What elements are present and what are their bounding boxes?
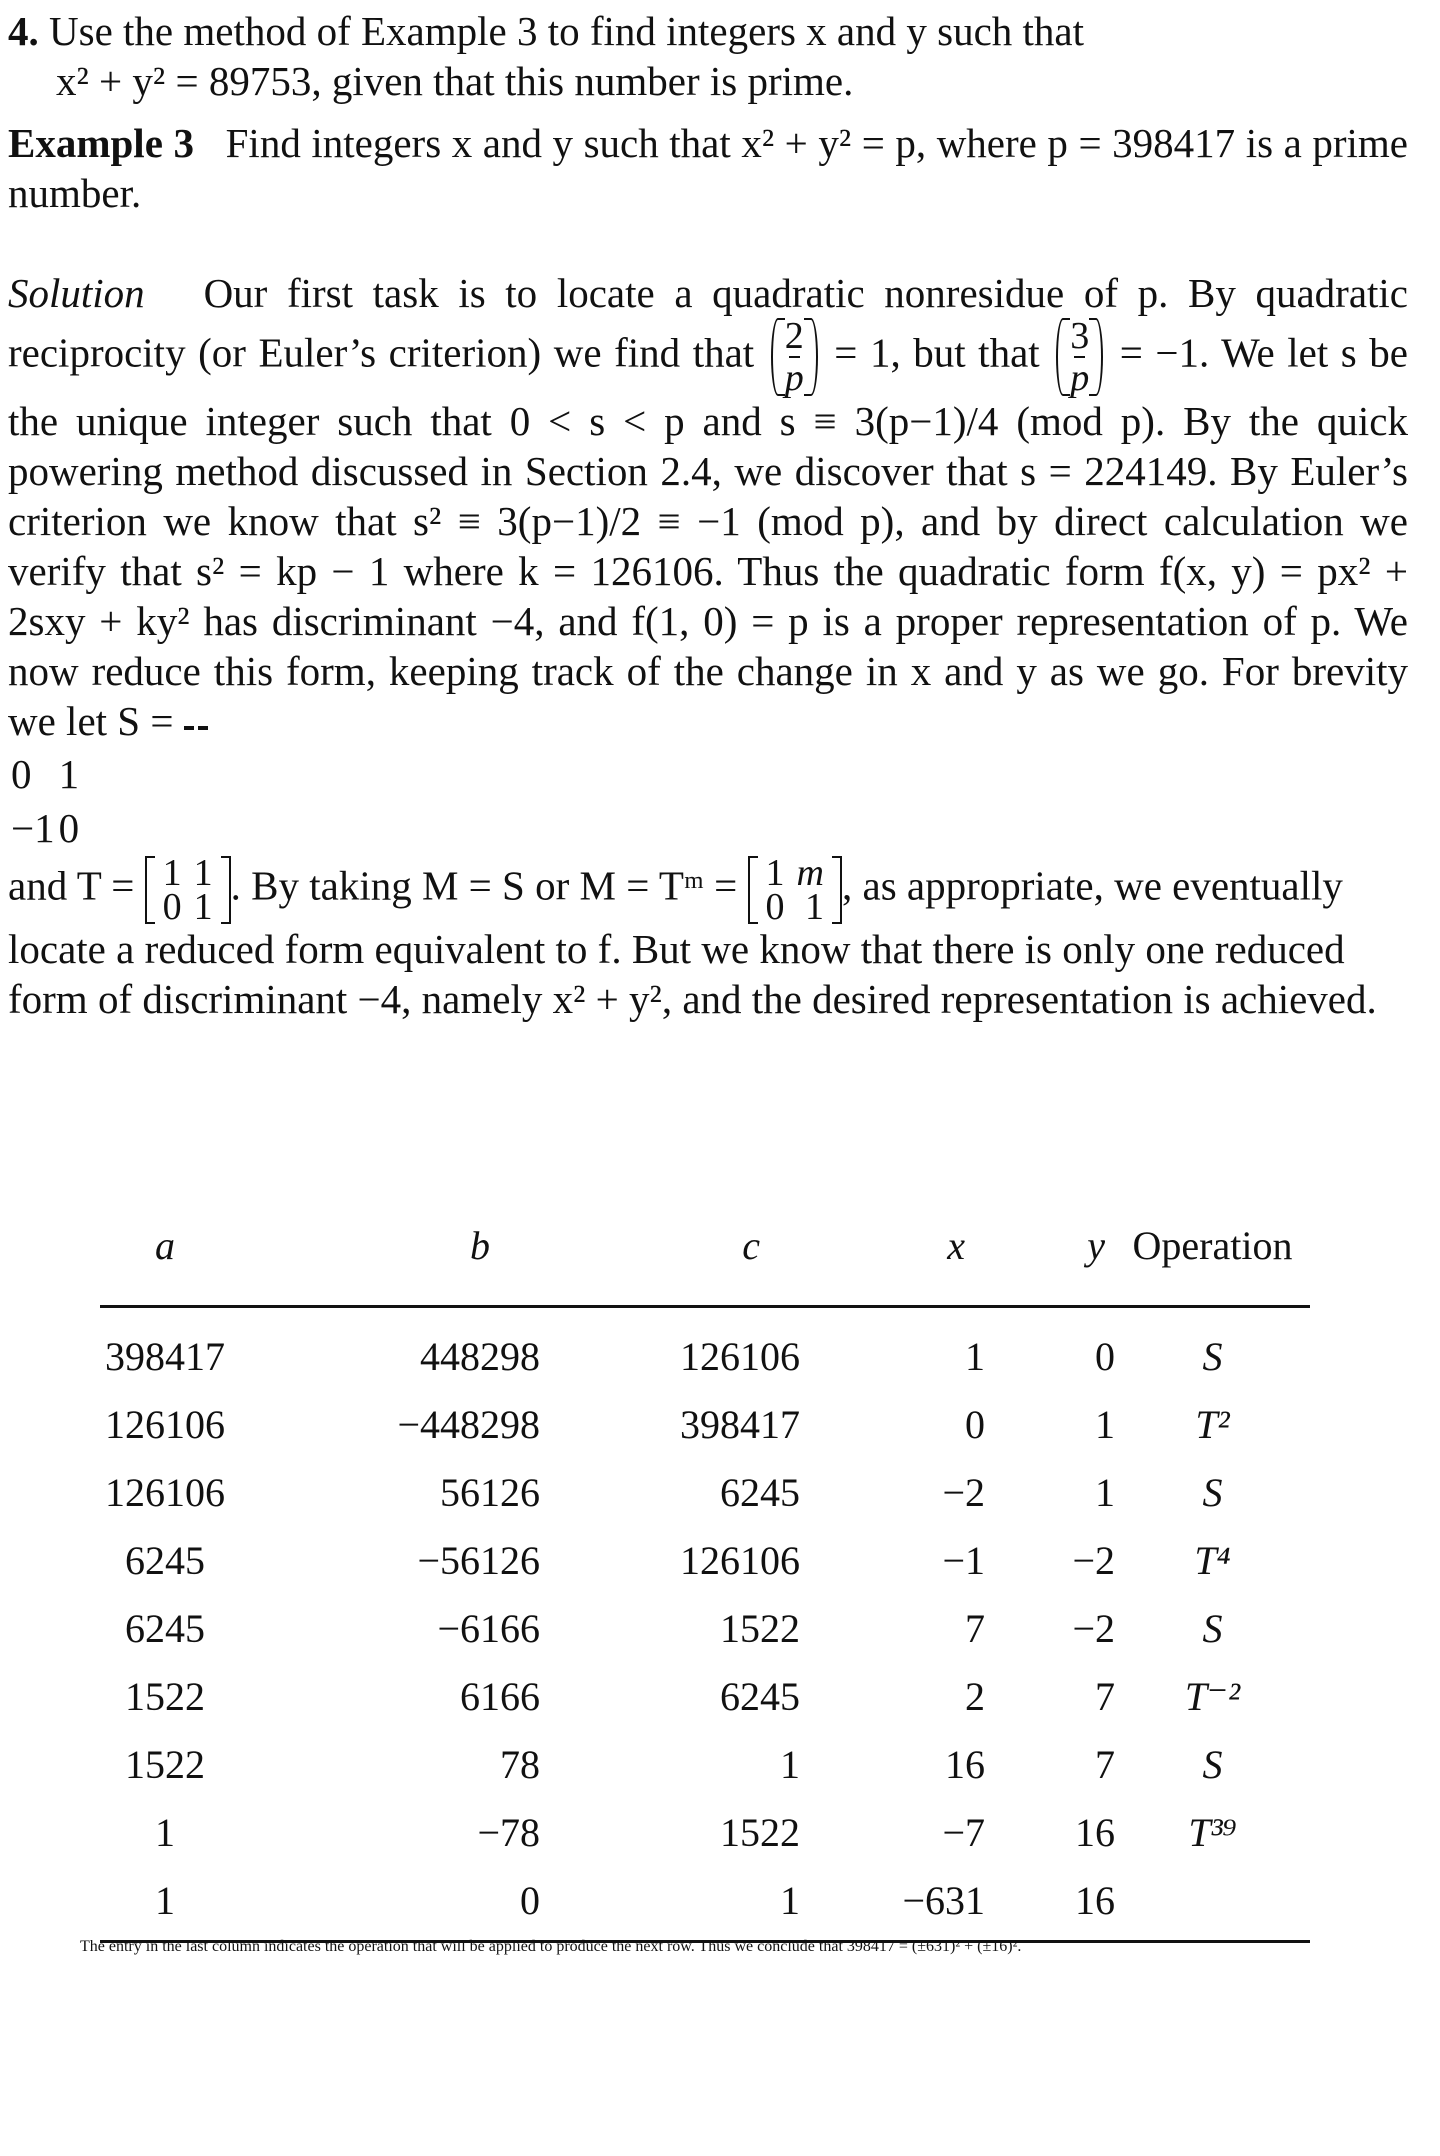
legendre-2-denominator: p: [784, 357, 804, 399]
cell-a: 398417: [105, 1333, 225, 1379]
cell-c: 1: [550, 1866, 800, 1942]
cell-operation: S: [1202, 1605, 1223, 1651]
cell-a: 6245: [125, 1537, 205, 1583]
header-a: a: [100, 1215, 230, 1307]
cell-operation: T⁻²: [1184, 1673, 1241, 1719]
header-c: c: [550, 1215, 800, 1307]
cell-y: 16: [1075, 1809, 1115, 1855]
header-y: y: [985, 1215, 1115, 1307]
cell-b: 78: [500, 1741, 540, 1787]
solution-text-5: . By taking M = S or M = Tᵐ =: [230, 862, 738, 909]
cell-a: 126106: [105, 1469, 225, 1515]
solution-paragraph: [8, 268, 1408, 746]
cell-y: −2: [1072, 1605, 1115, 1651]
matrix-t-cell: 0: [162, 886, 182, 928]
cell-operation: T²: [1195, 1401, 1230, 1447]
reduction-table-wrap: [100, 1215, 1310, 1943]
legendre-3-numerator: 3: [1070, 315, 1090, 357]
cell-a: 1522: [125, 1673, 205, 1719]
cell-y: 1: [1095, 1401, 1115, 1447]
cell-a: 6245: [125, 1605, 205, 1651]
closing-paragraph: The entry in the last column indicates the operation that will be applied to produce the next row. Thus we conclude that 398417 = (±631)² + (±16)².: [80, 1938, 1022, 1955]
cell-a: 1522: [125, 1741, 205, 1787]
cell-y: −2: [1072, 1537, 1115, 1583]
solution-text-6: , as appropriate, we eventually locate a reduced form equivalent to f. But we know that there is only one reduced form of discriminant −4, namely x² + y², and the desired representation is achieved.: [8, 862, 1377, 1022]
cell-c: 1: [780, 1741, 800, 1787]
matrix-tm-cell: m: [796, 852, 824, 894]
example-text: Find integers x and y such that x² + y² = p, where p = 398417 is a prime number.: [8, 120, 1408, 216]
cell-operation: S: [1202, 1469, 1223, 1515]
table-row: [100, 1866, 1310, 1942]
document-body: [8, 0, 1408, 1065]
cell-operation: S: [1202, 1333, 1223, 1379]
example-3: [8, 118, 1408, 218]
table-header-row: [100, 1215, 1310, 1307]
table-row: [100, 1594, 1310, 1662]
cell-b: −56126: [417, 1537, 540, 1583]
cell-c: 126106: [680, 1537, 800, 1583]
solution-text-2: = 1, but that: [834, 329, 1040, 376]
matrix-s-cell: −1: [11, 805, 55, 851]
cell-x: 2: [965, 1673, 985, 1719]
cell-b: 0: [230, 1866, 550, 1942]
header-operation: Operation: [1115, 1215, 1310, 1307]
matrix-t: [145, 852, 231, 928]
cell-x: −631: [800, 1866, 985, 1942]
solution-text-3: = −1. We let s be the unique integer such that 0 < s < p and s ≡ 3(p−1)/4 (mod p). By the quick powering method discussed in Section 2.4, we discover that s = 224149. By Euler’s criterion we know that s² ≡ 3(p−1)/2 ≡ −1 (mod p), and by direct calculation we verify that s² = kp − 1 where k = 126106. Thus the quadratic form f(x, y) = px² + 2sxy + ky² has discriminant −4, and f(1, 0) = p is a proper representation of p. We now reduce this form, keeping track of the change in x and y as we go. For brevity we let S =: [8, 329, 1408, 744]
matrix-tm-cell: 1: [805, 886, 824, 928]
problem-number: 4.: [8, 8, 39, 54]
table-row: [100, 1458, 1310, 1526]
problem-line-2: x² + y² = 89753, given that this number is prime.: [56, 58, 854, 104]
legendre-2-numerator: 2: [784, 315, 804, 357]
cell-x: 0: [965, 1401, 985, 1447]
cell-x: −7: [942, 1809, 985, 1855]
cell-x: 7: [965, 1605, 985, 1651]
cell-y: 16: [985, 1866, 1115, 1942]
cell-operation: T³⁹: [1188, 1809, 1237, 1855]
matrix-tm-cell: 1: [765, 852, 785, 894]
matrix-s-cell: 0: [11, 751, 32, 797]
cell-operation: S: [1202, 1741, 1223, 1787]
legendre-symbol-2-p: [771, 315, 818, 399]
cell-b: 56126: [440, 1469, 540, 1515]
cell-operation: T⁴: [1194, 1537, 1231, 1583]
cell-a: 1: [100, 1866, 230, 1942]
cell-y: 7: [1095, 1673, 1115, 1719]
cell-c: 1522: [720, 1809, 800, 1855]
cell-x: 1: [965, 1333, 985, 1379]
table-row: [100, 1730, 1310, 1798]
cell-c: 398417: [680, 1401, 800, 1447]
problem-line-1: Use the method of Example 3 to find integers x and y such that: [49, 8, 1085, 54]
closing-section: [8, 1938, 1408, 1956]
cell-y: 7: [1095, 1741, 1115, 1787]
cell-y: 0: [1095, 1333, 1115, 1379]
cell-b: −6166: [437, 1605, 540, 1651]
table-row: [100, 1662, 1310, 1730]
cell-b: 448298: [420, 1333, 540, 1379]
table-row: [100, 1798, 1310, 1866]
cell-b: −78: [477, 1809, 540, 1855]
legendre-symbol-3-p: [1056, 315, 1103, 399]
cell-c: 6245: [720, 1673, 800, 1719]
matrix-t-m: [748, 852, 842, 928]
matrix-t-cell: 1: [162, 852, 182, 894]
table-row: [100, 1390, 1310, 1458]
solution-label: Solution: [8, 270, 145, 316]
table-body: [100, 1307, 1310, 1942]
table-row: [100, 1526, 1310, 1594]
cell-x: 16: [945, 1741, 985, 1787]
problem-4: [8, 6, 1408, 106]
header-b: b: [230, 1215, 550, 1307]
cell-c: 1522: [720, 1605, 800, 1651]
cell-a: 1: [155, 1809, 175, 1855]
solution-text-1: Our first task is to locate a quadratic nonresidue of p. By quadratic reciprocity (or Euler’s criterion) we find that: [8, 270, 1408, 376]
reduction-table: [100, 1215, 1310, 1943]
cell-a: 126106: [105, 1401, 225, 1447]
table-row: [100, 1307, 1310, 1391]
cell-c: 6245: [720, 1469, 800, 1515]
matrix-s-cell: 1: [58, 751, 80, 797]
cell-operation: [1115, 1866, 1310, 1942]
matrix-s-cell: 0: [58, 805, 80, 851]
header-x: x: [800, 1215, 985, 1307]
cell-b: 6166: [460, 1673, 540, 1719]
cell-y: 1: [1095, 1469, 1115, 1515]
cell-x: −2: [942, 1469, 985, 1515]
matrix-t-cell: 1: [193, 852, 213, 894]
solution-text-4: and T =: [8, 862, 135, 909]
example-label: Example 3: [8, 120, 194, 166]
legendre-3-denominator: p: [1070, 357, 1090, 399]
matrix-tm-cell: 0: [765, 886, 785, 928]
cell-b: −448298: [397, 1401, 540, 1447]
cell-c: 126106: [680, 1333, 800, 1379]
cell-x: −1: [942, 1537, 985, 1583]
matrix-t-cell: 1: [193, 886, 213, 928]
